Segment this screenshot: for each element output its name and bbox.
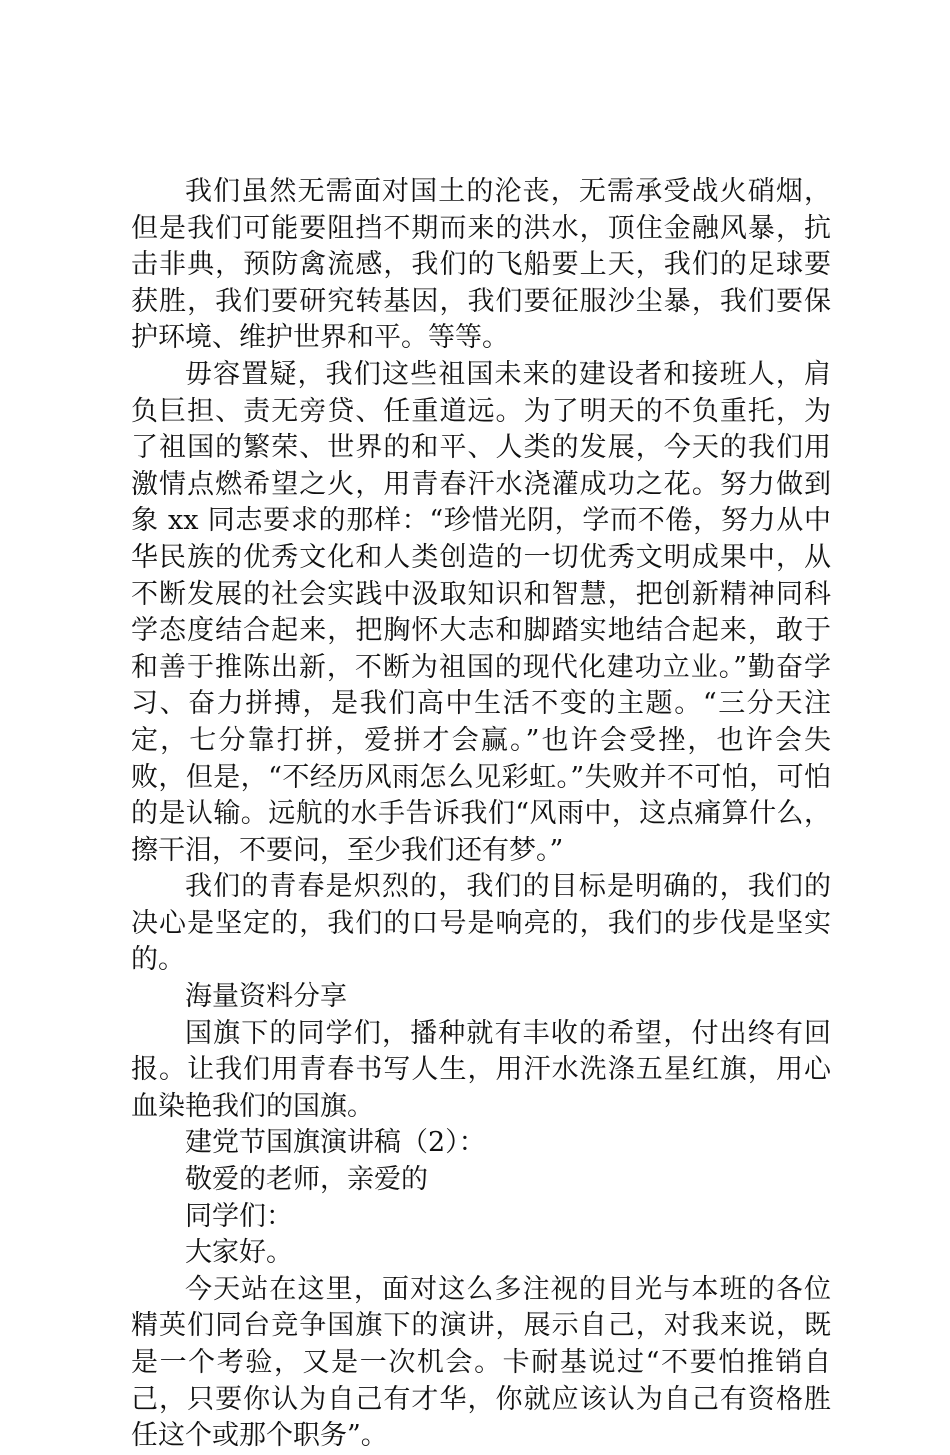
paragraph-national-challenges: 我们虽然无需面对国土的沦丧，无需承受战火硝烟，但是我们可能要阻挡不期而来的洪水，顶住金融风暴，抗击非典，预防禽流感，我们的飞船要上天，我们的足球要获胜，我们要研究转基因，我们要征服沙尘暴，我们要保护环境、维护世界和平。等等。 xyxy=(131,176,831,354)
salutation-teachers: 敬爱的老师，亲爱的 xyxy=(185,1164,428,1196)
speech-title: 建党节国旗演讲稿（2）： xyxy=(185,1127,486,1159)
resource-share-line: 海量资料分享 xyxy=(185,981,347,1013)
salutation-students: 同学们： xyxy=(185,1200,293,1232)
paragraph-youth-responsibility: 毋容置疑，我们这些祖国未来的建设者和接班人，肩负巨担、责无旁贷、任重道远。为了明天的不负重托，为了祖国的繁荣、世界的和平、人类的发展，今天的我们用激情点燃希望之火，用青春汗水浇灌成功之花。努力做到象 xx 同志要求的那样：“珍惜光阴，学而不倦，努力从中华民族的优秀文化和人类创造的一切优秀文明成果中，从不断发展的社会实践中汲取知识和智慧，把创新精神同科学态度结合起来，把胸怀大志和脚踏实地结合起来，敢于和善于推陈出新，不断为祖国的现代化建功立业。”勤奋学习、奋力拼搏，是我们高中生活不变的主题。“三分天注定，七分靠打拼，爱拼才会赢。”也许会受挫，也许会失败，但是，“不经历风雨怎么见彩虹。”失败并不可怕，可怕的是认输。远航的水手告诉我们“风雨中，这点痛算什么，擦干泪，不要问，至少我们还有梦。” xyxy=(131,358,831,866)
document-body xyxy=(131,174,831,1455)
paragraph-flag-closing: 国旗下的同学们，播种就有丰收的希望，付出终有回报。让我们用青春书写人生，用汗水洗涤五星红旗，用心血染艳我们的国旗。 xyxy=(131,1017,831,1122)
paragraph-speech-opening: 今天站在这里，面对这么多注视的目光与本班的各位精英们同台竞争国旗下的演讲，展示自己，对我来说，既是一个考验，又是一次机会。卡耐基说过“不要怕推销自己，只要你认为自己有才华，你就应该认为自己有资格胜任这个或那个职务”。 xyxy=(131,1273,831,1452)
paragraph-youth-resolve: 我们的青春是炽烈的，我们的目标是明确的，我们的决心是坚定的，我们的口号是响亮的，我们的步伐是坚实的。 xyxy=(131,871,831,976)
greeting: 大家好。 xyxy=(185,1237,293,1269)
